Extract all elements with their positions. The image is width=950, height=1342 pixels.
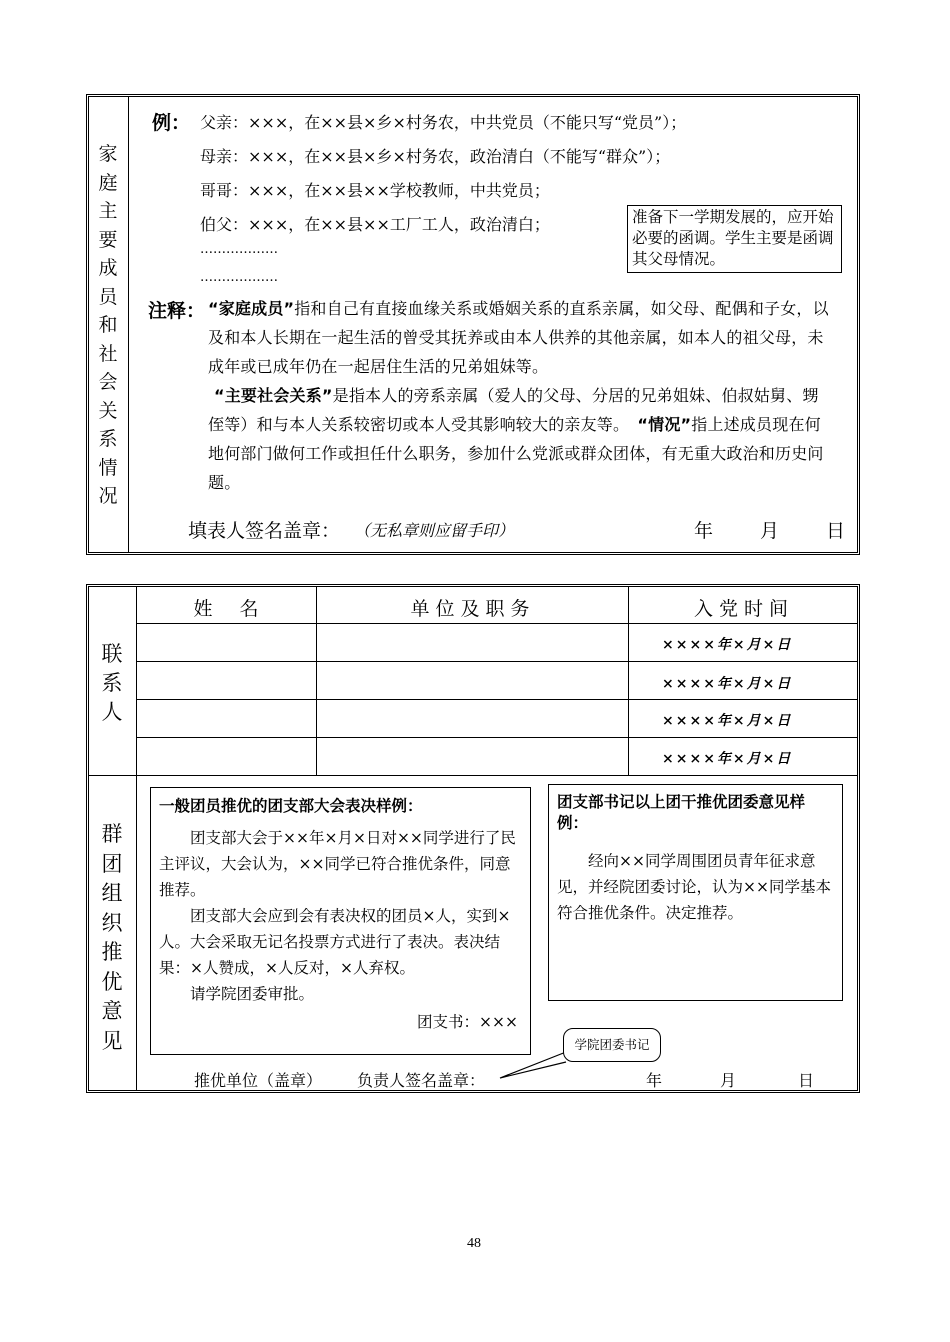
- example-mother: 母亲：×××，在××县×乡×村务农，政治清白（不能写“群众”）；: [200, 147, 671, 166]
- page-number: 48: [467, 1236, 481, 1251]
- note-text-situation: 指上述成员现在何地何部门做何工作或担任什么职务，参加什么党派或群众团体，有无重大政治和历史问题。: [208, 415, 824, 492]
- branch-vote-para-3: 请学院团委审批。: [159, 985, 315, 1003]
- branch-secretary-sign: 团支书：×××: [417, 1013, 518, 1031]
- branch-vote-para-2: 团支部大会应到会有表决权的团员×人，实到×人。大会采取无记名投票方式进行了表决。表决结果：×人赞成，×人反对，×人弃权。: [159, 907, 511, 977]
- note-text-family-member: 指和自己有直接血缘关系或婚姻关系的直系亲属，如父母、配偶和子女，以及和本人长期在一起生活的曾受其抚养或由本人供养的其他亲属，如本人的祖父母，未成年或已成年仍在一起居住生活的兄弟姐妹等。: [208, 299, 829, 376]
- callout-text: 学院团委书记: [574, 1037, 650, 1052]
- contact-row-2-date: ××××年×月×日: [662, 676, 793, 692]
- opinion-section-label: 群 团 组 织 推 优 意 见: [101, 822, 123, 1053]
- note-term-family-member: “家庭成员”: [208, 299, 295, 318]
- note-term-social-relation: “主要社会关系”: [214, 386, 333, 405]
- note-text-social-relation: 是指本人的旁系亲属（爱人的父母、分居的兄弟姐妹、伯叔姑舅、甥侄等）和与本人关系较密切或本人受其影响较大的亲友等。: [208, 386, 819, 434]
- row-line-2: [136, 699, 858, 700]
- row-line-3: [136, 737, 858, 738]
- note-body: [208, 294, 834, 497]
- committee-opinion-example-box: [548, 784, 843, 1001]
- footer-sign-label: 负责人签名盖章：: [357, 1071, 486, 1090]
- footer-day: 日: [798, 1071, 815, 1090]
- branch-vote-example-title: 一般团员推优的团支部大会表决样例：: [159, 797, 423, 815]
- sign-month: 月: [760, 520, 780, 542]
- tip-box-text: 准备下一学期发展的，应开始必要的函调。学生主要是函调其父母情况。: [632, 208, 834, 268]
- contacts-section-label: 联 系 人: [101, 642, 123, 724]
- contact-row-3-date: ××××年×月×日: [662, 713, 793, 729]
- header-name: 姓 名: [193, 598, 263, 620]
- example-father: 父亲：×××，在××县×乡×村务农，中共党员（不能只写“党员”）；: [200, 113, 687, 132]
- ellipsis-line-2: ………………: [200, 270, 278, 285]
- ellipsis-line-1: ………………: [200, 242, 278, 257]
- footer-year: 年: [646, 1071, 663, 1090]
- footer-month: 月: [720, 1071, 737, 1090]
- name-unit-divider: [316, 586, 317, 776]
- example-label: 例：: [152, 112, 191, 134]
- header-unit: 单位及职务: [410, 598, 536, 620]
- contacts-opinion-divider: [88, 775, 858, 776]
- example-uncle: 伯父：×××，在××县××工厂工人，政治清白；: [200, 215, 550, 234]
- header-join-date: 入党时间: [693, 598, 794, 620]
- branch-vote-example-box: [150, 787, 531, 1055]
- unit-date-divider: [628, 586, 629, 776]
- family-section-label: 家 庭 主 要 成 员 和 社 会 关 系 情 况: [98, 143, 118, 507]
- callout-bubble: [563, 1028, 661, 1062]
- committee-opinion-para: 经向××同学周围团员青年征求意见，并经院团委讨论，认为××同学基本符合推优条件。决定推荐。: [557, 852, 831, 922]
- sign-day: 日: [826, 520, 846, 542]
- contact-row-1-date: ××××年×月×日: [662, 637, 793, 653]
- sign-year: 年: [694, 520, 714, 542]
- row-line-1: [136, 661, 858, 662]
- contact-row-4-date: ××××年×月×日: [662, 751, 793, 767]
- footer-unit-label: 推优单位（盖章）: [194, 1071, 323, 1090]
- note-label: 注释：: [148, 300, 206, 322]
- header-row-line: [136, 623, 858, 624]
- tip-box: [627, 205, 842, 273]
- sign-hint: （无私章则应留手印）: [354, 521, 515, 540]
- note-term-situation: “情况”: [637, 415, 692, 434]
- family-section-divider: [128, 96, 129, 553]
- example-brother: 哥哥：×××，在××县××学校教师，中共党员；: [200, 181, 550, 200]
- sign-label: 填表人签名盖章：: [188, 520, 341, 542]
- committee-opinion-title: 团支部书记以上团干推优团委意见样例：: [557, 793, 806, 832]
- branch-vote-para-1: 团支部大会于××年×月×日对××同学进行了民主评议，大会认为，××同学已符合推优条件，同意推荐。: [159, 829, 516, 899]
